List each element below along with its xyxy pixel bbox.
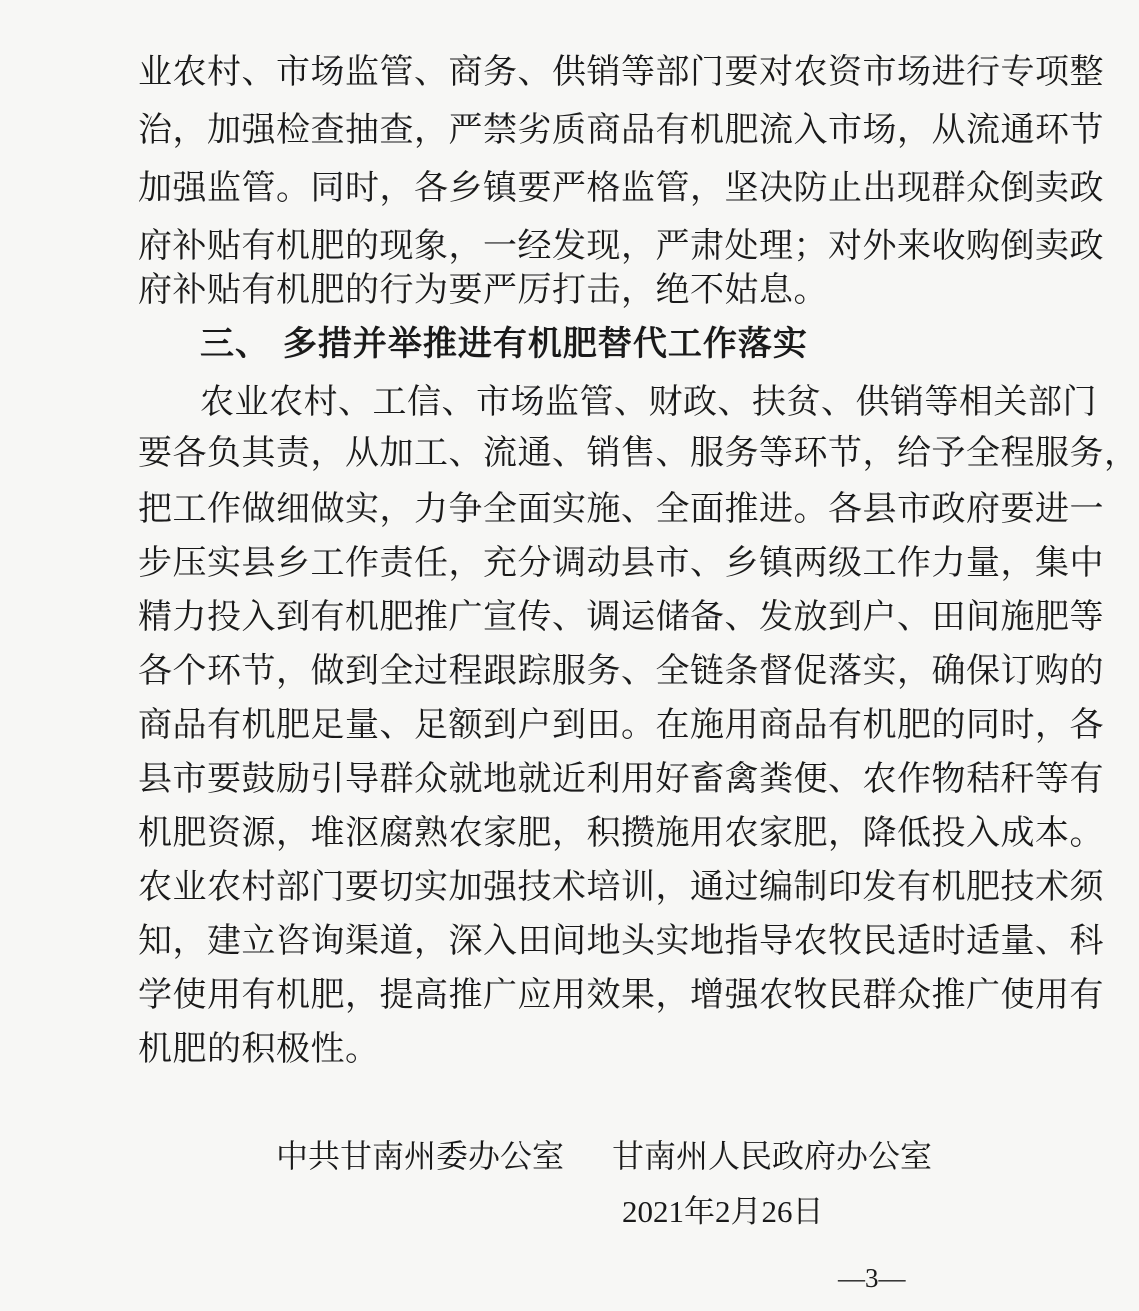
signature-date: 2021年2月26日: [622, 1194, 824, 1229]
page-number: —3—: [838, 1263, 906, 1293]
paragraph-line: 机肥的积极性。: [138, 1029, 380, 1069]
signature-organizations: [276, 1128, 932, 1184]
paragraph-line: 步压实县乡工作责任，充分调动县市、乡镇两级工作力量，集中: [138, 543, 1104, 583]
paragraph-line: 知，建立咨询渠道，深入田间地头实地指导农牧民适时适量、科: [138, 921, 1104, 961]
paragraph-line: 府补贴有机肥的行为要严厉打击，绝不姑息。: [138, 270, 828, 310]
signature-org-government: 甘南州人民政府办公室: [612, 1137, 933, 1175]
paragraph-line: 要各负其责，从加工、流通、销售、服务等环节，给予全程服务，: [138, 433, 1139, 473]
paragraph-line: 各个环节，做到全过程跟踪服务、全链条督促落实，确保订购的: [138, 651, 1104, 691]
paragraph-line: 机肥资源，堆沤腐熟农家肥，积攒施用农家肥，降低投入成本。: [138, 813, 1104, 853]
paragraph-line: 府补贴有机肥的现象，一经发现，严肃处理；对外来收购倒卖政: [138, 226, 1104, 266]
paragraph-line: 治，加强检查抽查，严禁劣质商品有机肥流入市场，从流通环节: [138, 110, 1104, 150]
paragraph-line: 业农村、市场监管、商务、供销等部门要对农资市场进行专项整: [138, 52, 1104, 92]
paragraph-line: 把工作做细做实，力争全面实施、全面推进。各县市政府要进一: [138, 489, 1104, 529]
signature-org-party: 中共甘南州委办公室: [276, 1137, 565, 1175]
section-heading: 三、 多措并举推进有机肥替代工作落实: [200, 324, 808, 364]
paragraph-line: 农业农村、工信、市场监管、财政、扶贫、供销等相关部门: [200, 382, 1097, 422]
paragraph-line: 精力投入到有机肥推广宣传、调运储备、发放到户、田间施肥等: [138, 597, 1104, 637]
paragraph-line: 农业农村部门要切实加强技术培训，通过编制印发有机肥技术须: [138, 867, 1104, 907]
paragraph-line: 县市要鼓励引导群众就地就近利用好畜禽粪便、农作物秸秆等有: [138, 759, 1104, 799]
paragraph-line: 加强监管。同时，各乡镇要严格监管，坚决防止出现群众倒卖政: [138, 168, 1104, 208]
paragraph-line: 商品有机肥足量、足额到户到田。在施用商品有机肥的同时，各: [138, 705, 1104, 745]
paragraph-line: 学使用有机肥，提高推广应用效果，增强农牧民群众推广使用有: [138, 975, 1104, 1015]
